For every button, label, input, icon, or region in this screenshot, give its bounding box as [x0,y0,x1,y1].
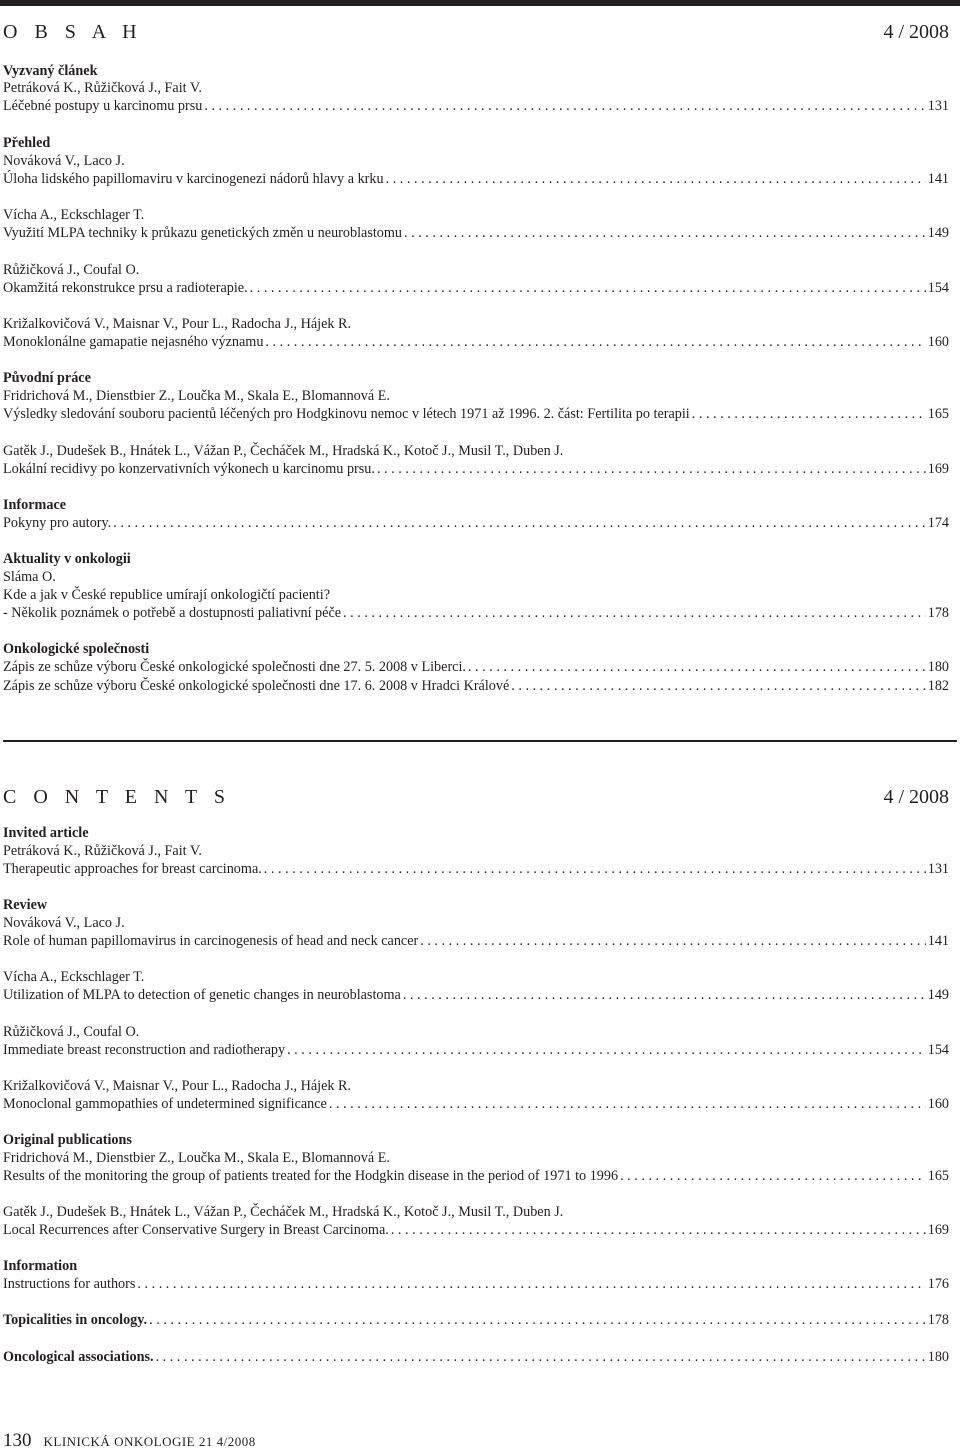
toc-entry[interactable] [3,279,949,297]
entry-authors: Fridrichová M., Dienstbier Z., Loučka M., Skala E., Blomannová E. [3,1150,390,1166]
dot-leader [692,405,926,423]
toc-entry[interactable] [3,1095,949,1113]
entry-title-line: Kde a jak v České republice umírají onkologičtí pacienti? [3,587,330,603]
entry-title: Monoklonálne gamapatie nejasného významu [3,334,264,350]
entry-title: Instructions for authors [3,1276,136,1292]
dot-leader [404,224,926,242]
footer-journal: KLINICKÁ ONKOLOGIE 21 4/2008 [43,1434,256,1449]
section-heading: Přehled [3,135,51,151]
entry-title: Utilization of MLPA to detection of genetic changes in neuroblastoma [3,987,401,1003]
entry-title: Využití MLPA techniky k průkazu genetických změn u neuroblastomu [3,225,403,241]
page-number: 154 [927,280,949,296]
dot-leader [403,986,926,1004]
toc-entry[interactable] [3,460,949,478]
entry-authors: Fridrichová M., Dienstbier Z., Loučka M., Skala E., Blomannová E. [3,388,390,404]
entry-title: Lokální recidivy po konzervativních výkonech u karcinomu prsu. [3,461,375,477]
section-divider [3,740,957,742]
dot-leader [204,97,925,115]
page-footer [3,1430,256,1452]
entry-title: Léčebné postupy u karcinomu prsu [3,98,203,114]
toc-entry[interactable] [3,1221,949,1239]
entry-title: Pokyny pro autory. [3,515,112,531]
entry-authors: Nováková V., Laco J. [3,153,125,169]
dot-leader [391,1221,926,1239]
toc-entry[interactable] [3,333,949,351]
dot-leader [265,333,925,351]
section-heading: Information [3,1258,78,1274]
page-number: 141 [927,171,949,187]
section-heading: Původní práce [3,370,91,386]
page-number: 131 [927,98,949,114]
dot-leader [343,604,926,622]
obsah-issue: 4 / 2008 [883,21,949,43]
entry-title: Therapeutic approaches for breast carcinoma. [3,861,262,877]
entry-title: Zápis ze schůze výboru České onkologické společnosti dne 27. 5. 2008 v Liberci. [3,659,466,675]
contents-title: C O N T E N T S [3,786,231,808]
contents-issue: 4 / 2008 [883,786,949,808]
dot-leader [377,460,926,478]
page-number: 154 [927,1042,949,1058]
entry-title: Monoclonal gammopathies of undetermined significance [3,1096,327,1112]
toc-entry[interactable] [3,1041,949,1059]
section-heading: Topicalities in oncology. [3,1312,148,1328]
dot-leader [156,1348,926,1366]
entry-authors: Vícha A., Eckschlager T. [3,207,145,223]
section-heading: Review [3,897,48,913]
dot-leader [468,658,926,676]
entry-authors: Růžičková J., Coufal O. [3,1024,140,1040]
page-number: 165 [927,406,949,422]
top-rule [0,0,960,6]
toc-entry[interactable] [3,224,949,242]
toc-entry[interactable] [3,97,949,115]
dot-leader [113,514,925,532]
toc-entry[interactable] [3,1167,949,1185]
entry-title: Výsledky sledování souboru pacientů léčených pro Hodgkinovu nemoc v létech 1971 až 1996. 2. část: Fertilita po terapii [3,406,690,422]
page-number: 180 [927,659,949,675]
entry-title: Role of human papillomavirus in carcinogenesis of head and neck cancer [3,933,419,949]
section-heading: Informace [3,497,67,513]
entry-title: Okamžitá rekonstrukce prsu a radioterapie. [3,280,248,296]
dot-leader [287,1041,926,1059]
page-number: 176 [927,1276,949,1292]
entry-authors: Petráková K., Růžičková J., Fait V. [3,80,202,96]
dot-leader [420,932,925,950]
entry-title: Results of the monitoring the group of patients treated for the Hodgkin disease in the period of 1971 to 1996 [3,1168,619,1184]
entry-title: Immediate breast reconstruction and radiotherapy [3,1042,286,1058]
dot-leader [386,170,926,188]
toc-entry[interactable] [3,405,949,423]
entry-authors: Nováková V., Laco J. [3,915,125,931]
section-heading: Aktuality v onkologii [3,551,131,567]
toc-entry[interactable] [3,170,949,188]
entry-title: - Několik poznámek o potřebě a dostupnosti paliativní péče [3,605,342,621]
obsah-title: O B S A H [3,21,143,43]
entry-authors: Križalkovičová V., Maisnar V., Pour L., Radocha J., Hájek R. [3,1078,352,1094]
toc-entry[interactable] [3,1275,949,1293]
dot-leader [149,1311,926,1329]
page-number: 165 [927,1168,949,1184]
entry-title: Local Recurrences after Conservative Surgery in Breast Carcinoma. [3,1222,389,1238]
toc-entry[interactable] [3,1348,949,1366]
page-number: 180 [927,1349,949,1365]
page-number: 160 [927,1096,949,1112]
toc-entry[interactable] [3,604,949,622]
entry-title: Úloha lidského papillomaviru v karcinogenezi nádorů hlavy a krku [3,171,384,187]
page-number: 178 [927,605,949,621]
entry-authors: Vícha A., Eckschlager T. [3,969,145,985]
toc-entry[interactable] [3,1311,949,1329]
section-heading: Onkologické společnosti [3,641,150,657]
dot-leader [264,860,926,878]
entry-title: Zápis ze schůze výboru České onkologické společnosti dne 17. 6. 2008 v Hradci Králové [3,678,510,694]
entry-authors: Gatěk J., Dudešek B., Hnátek L., Vážan P., Čecháček M., Hradská K., Kotoč J., Musil T., Duben J. [3,1204,564,1220]
section-heading: Oncological associations. [3,1349,154,1365]
page-number: 174 [927,515,949,531]
page-number: 178 [927,1312,949,1328]
dot-leader [511,677,925,695]
section-heading: Original publications [3,1132,132,1148]
toc-entry[interactable] [3,932,949,950]
footer-page-number: 130 [3,1430,32,1451]
dot-leader [620,1167,926,1185]
page-number: 141 [927,933,949,949]
page-number: 182 [927,678,949,694]
obsah-header [3,20,949,44]
toc-entry[interactable] [3,658,949,676]
toc-entry[interactable] [3,986,949,1004]
entry-authors: Petráková K., Růžičková J., Fait V. [3,843,202,859]
entry-authors: Růžičková J., Coufal O. [3,262,140,278]
dot-leader [329,1095,926,1113]
toc-entry[interactable] [3,514,949,532]
toc-entry[interactable] [3,677,949,695]
contents-header [3,785,949,809]
page-number: 169 [927,1222,949,1238]
page-number: 149 [927,225,949,241]
section-heading: Vyzvaný článek [3,63,98,79]
entry-authors: Gatěk J., Dudešek B., Hnátek L., Vážan P., Čecháček M., Hradská K., Kotoč J., Musil T., Duben J. [3,443,564,459]
section-heading: Invited article [3,825,89,841]
page-number: 160 [927,334,949,350]
page-number: 131 [927,861,949,877]
page-number: 149 [927,987,949,1003]
page-number: 169 [927,461,949,477]
entry-authors: Sláma O. [3,569,56,585]
dot-leader [137,1275,925,1293]
entry-authors: Križalkovičová V., Maisnar V., Pour L., Radocha J., Hájek R. [3,316,352,332]
toc-entry[interactable] [3,860,949,878]
dot-leader [250,279,926,297]
